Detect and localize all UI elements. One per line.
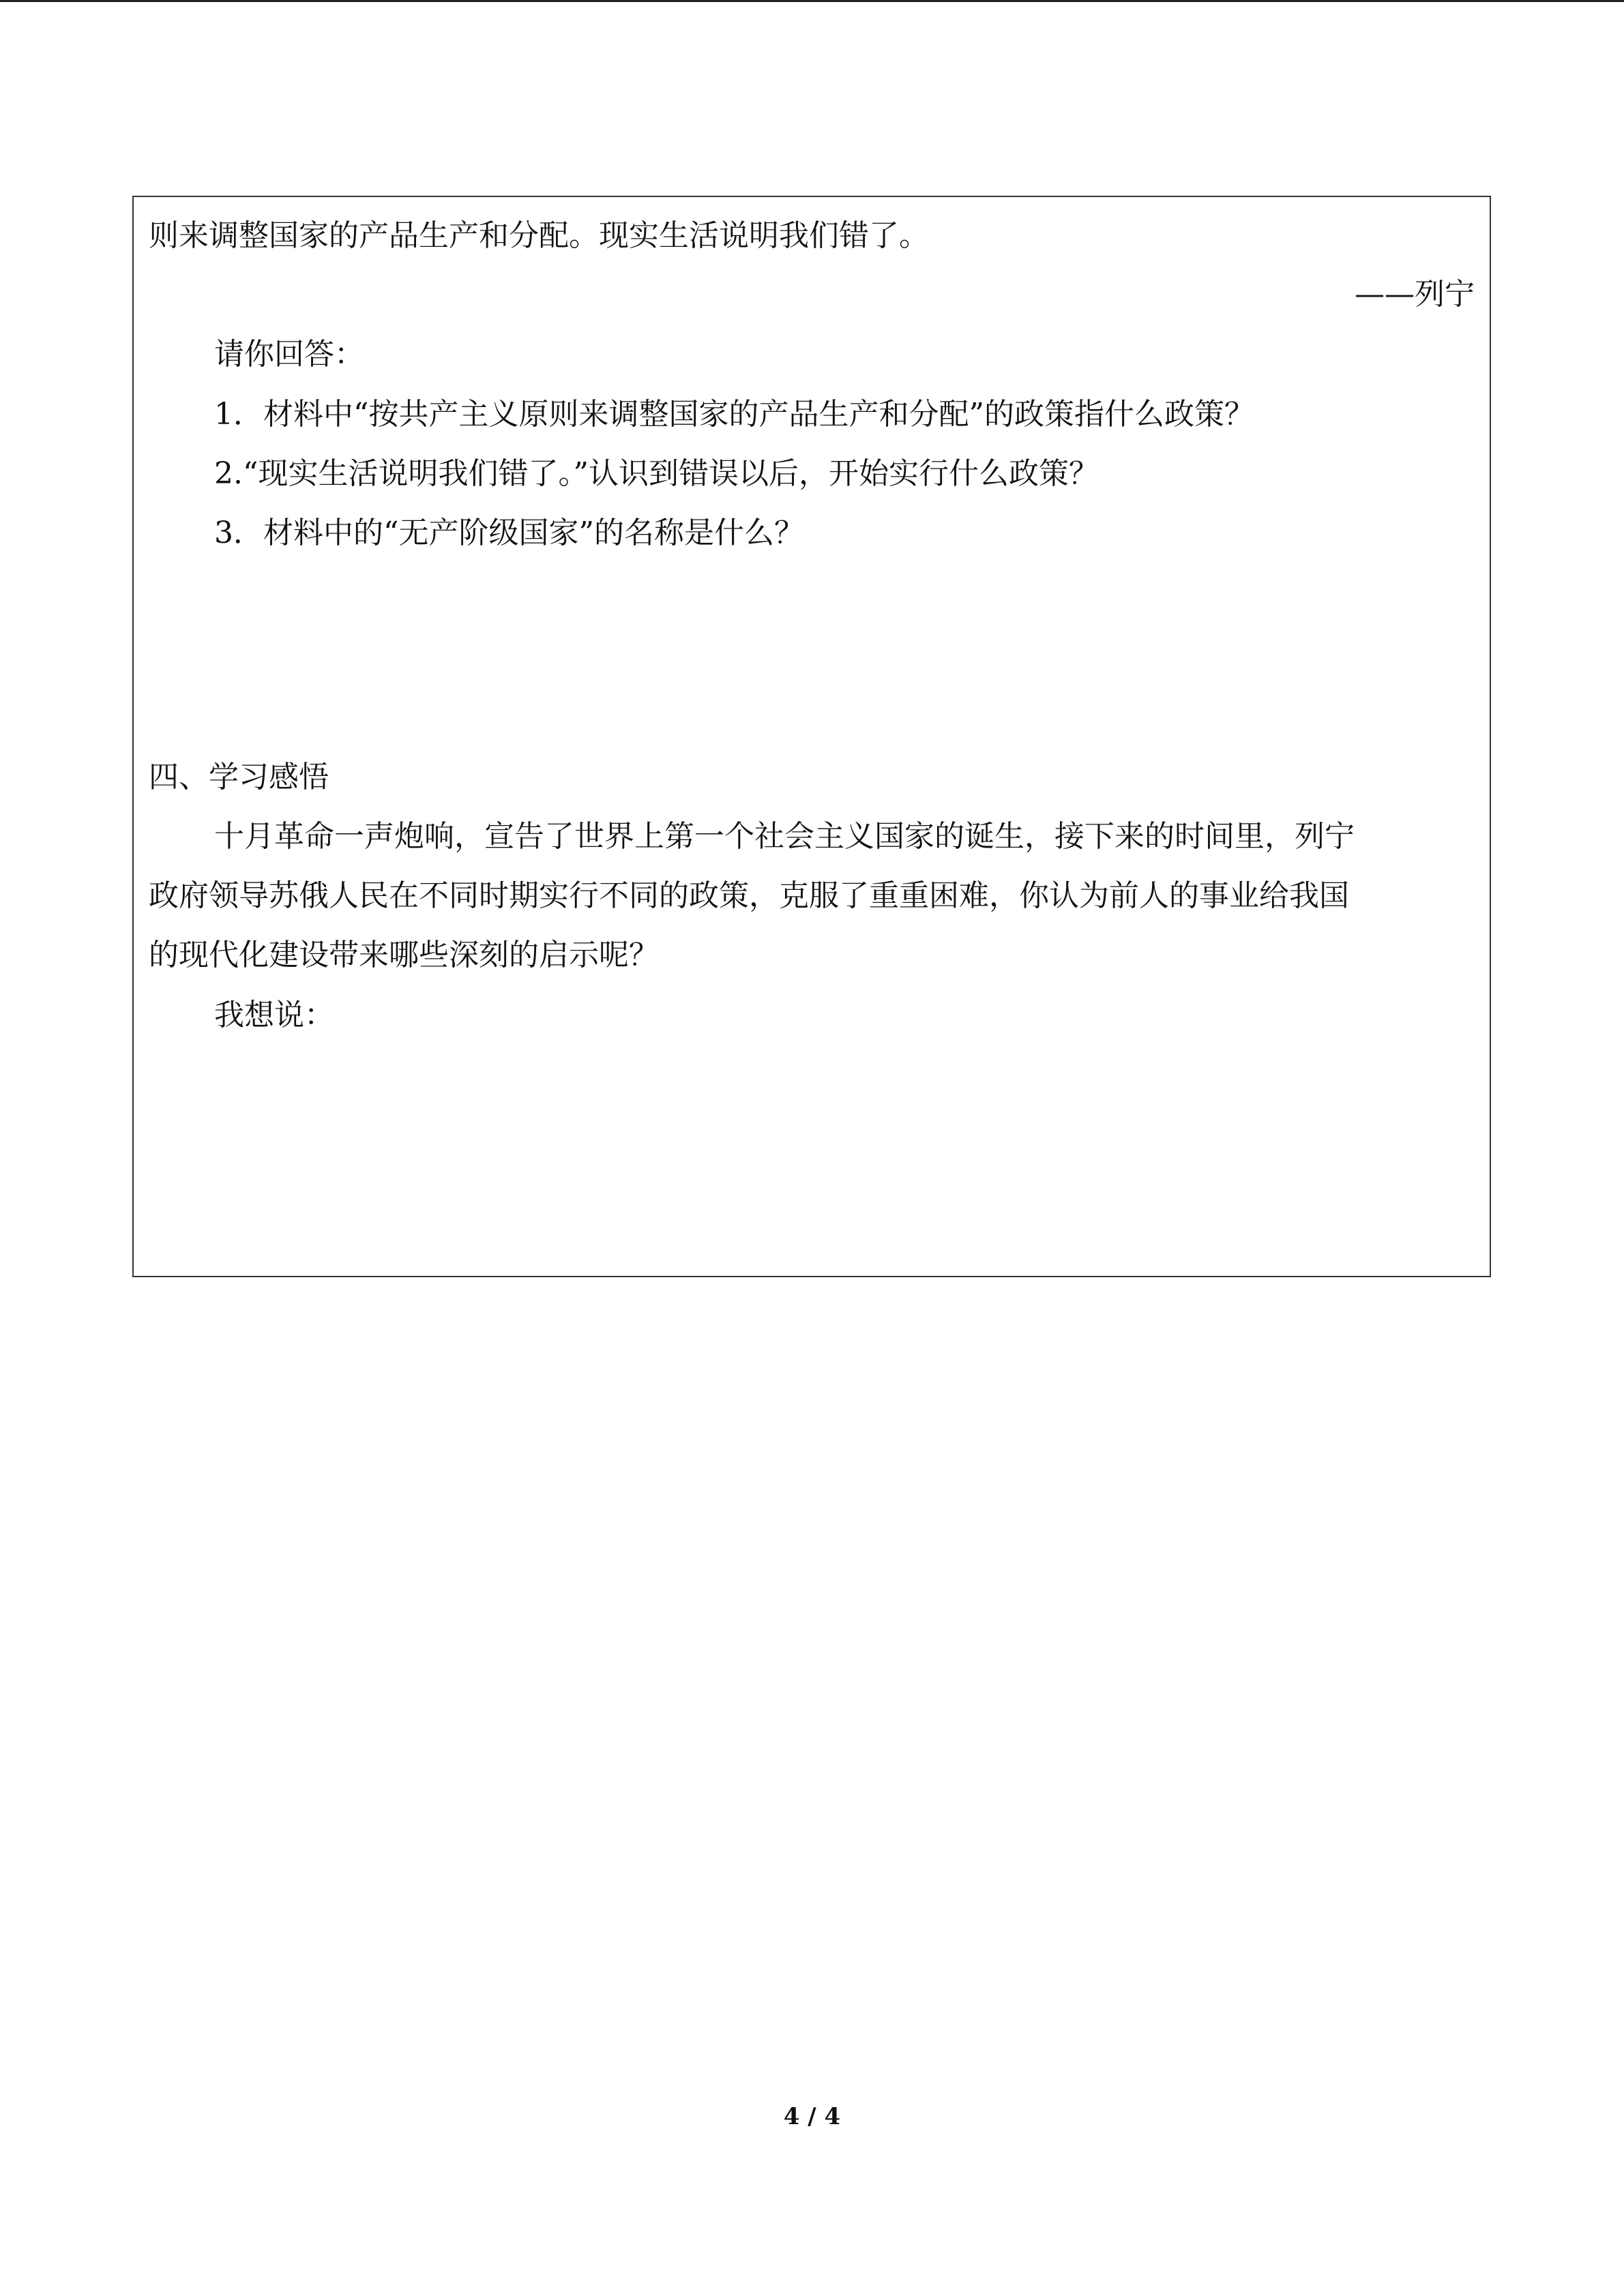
worksheet-box — [132, 196, 1491, 1277]
page-top-rule — [0, 0, 1624, 2]
section-heading-reflection: 四、学习感悟 — [149, 760, 329, 794]
question-item-2: 2.“现实生活说明我们错了。”认识到错误以后，开始实行什么政策？ — [214, 456, 1099, 491]
question-item-3: 3．材料中的“无产阶级国家”的名称是什么？ — [214, 516, 804, 550]
reflection-paragraph-line-1: 十月革命一声炮响，宣告了世界上第一个社会主义国家的诞生，接下来的时间里，列宁 — [214, 819, 1355, 854]
question-item-1: 1．材料中“按共产主义原则来调整国家的产品生产和分配”的政策指什么政策？ — [214, 397, 1254, 432]
reflection-paragraph-line-2: 政府领导苏俄人民在不同时期实行不同的政策，克服了重重困难，你认为前人的事业给我国 — [149, 878, 1349, 913]
questions-prompt: 请你回答： — [214, 337, 364, 372]
answer-prompt: 我想说： — [214, 998, 334, 1032]
material-continuation: 则来调整国家的产品生产和分配。现实生活说明我们错了。 — [149, 218, 929, 253]
page-number: 4 / 4 — [783, 2103, 841, 2130]
reflection-paragraph-line-3: 的现代化建设带来哪些深刻的启示呢？ — [149, 938, 659, 972]
material-attribution: ——列宁 — [1355, 277, 1475, 312]
